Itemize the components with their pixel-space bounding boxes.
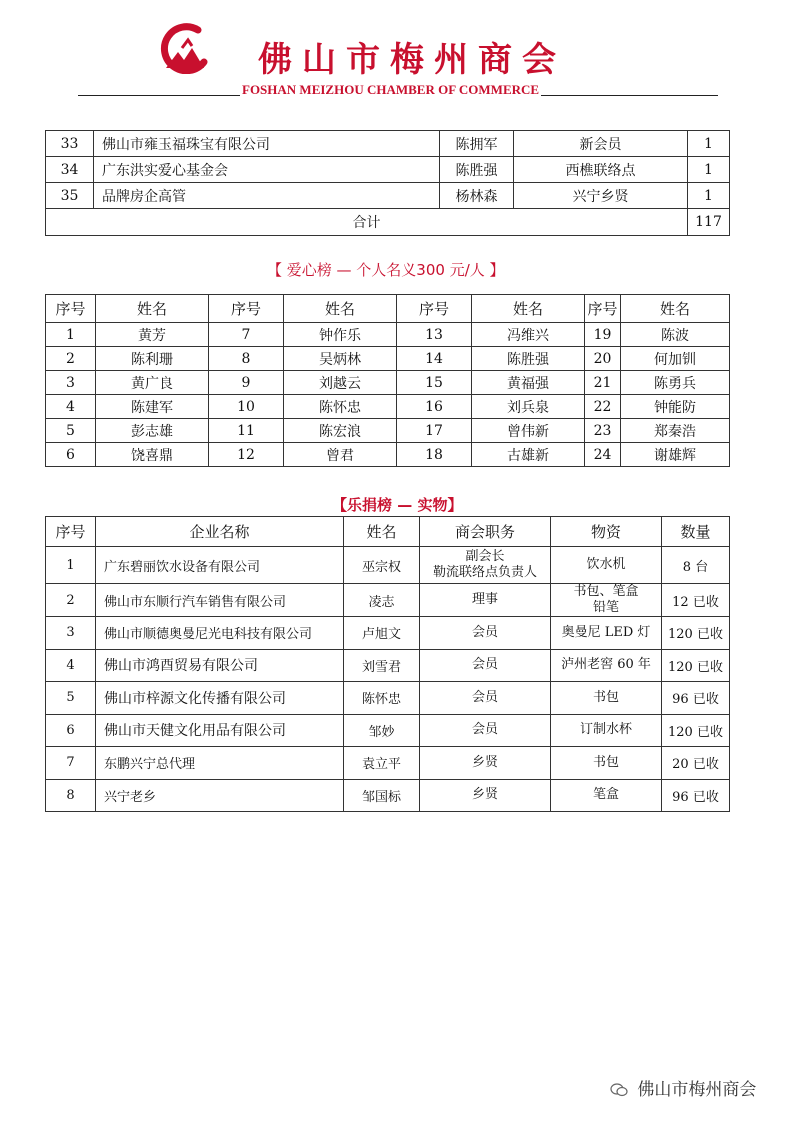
table-header-row [46, 295, 730, 323]
person-name: 巫宗权 [344, 547, 420, 584]
role-line: 会员 [471, 657, 498, 673]
person-name: 冯维兴 [472, 323, 585, 347]
row-number: 24 [585, 443, 621, 467]
donation-count: 1 [688, 131, 730, 157]
donated-item [551, 649, 662, 682]
column-header: 商会职务 [420, 517, 551, 547]
love-list-table [45, 294, 730, 467]
item-quantity: 20 已收 [662, 747, 730, 780]
row-number: 10 [209, 395, 284, 419]
total-row [46, 209, 730, 236]
role-line: 副会长 [465, 549, 505, 564]
table-row [46, 682, 730, 715]
column-header: 姓名 [344, 517, 420, 547]
table-row [46, 395, 730, 419]
row-number: 8 [46, 779, 96, 812]
person-name: 陈怀忠 [344, 682, 420, 715]
column-header: 序号 [397, 295, 472, 323]
column-header: 姓名 [472, 295, 585, 323]
donated-item [551, 547, 662, 584]
person-name: 谢雄辉 [621, 443, 730, 467]
chamber-logo-icon [158, 22, 214, 74]
org-title: 佛山市梅州商会 [258, 40, 566, 80]
chamber-role [420, 747, 551, 780]
wechat-icon [610, 1083, 628, 1097]
donation-count: 1 [688, 183, 730, 209]
member-role: 西樵联络点 [514, 157, 688, 183]
donor-name: 佛山市雍玉福珠宝有限公司 [94, 131, 440, 157]
person-name: 陈波 [621, 323, 730, 347]
total-value: 117 [688, 209, 730, 236]
role-line: 乡贤 [471, 754, 498, 770]
donor-name: 广东洪实爱心基金会 [94, 157, 440, 183]
item-line: 泸州老窖 60 年 [561, 657, 651, 673]
item-quantity: 120 已收 [662, 714, 730, 747]
person-name: 吴炳林 [284, 347, 397, 371]
wechat-watermark [610, 1075, 756, 1100]
table-row [46, 347, 730, 371]
member-role: 兴宁乡贤 [514, 183, 688, 209]
column-header: 姓名 [96, 295, 209, 323]
person-name: 刘兵泉 [472, 395, 585, 419]
person-name: 刘越云 [284, 371, 397, 395]
item-line: 铅笔 [592, 600, 619, 615]
company-name: 东鹏兴宁总代理 [96, 747, 344, 780]
table-row [46, 419, 730, 443]
donated-item [551, 617, 662, 650]
donation-table-continued [45, 130, 730, 236]
row-number: 15 [397, 371, 472, 395]
company-name: 佛山市顺德奥曼尼光电科技有限公司 [96, 617, 344, 650]
row-number: 35 [46, 183, 94, 209]
role-line: 会员 [471, 722, 498, 738]
column-header: 序号 [46, 517, 96, 547]
row-number: 9 [209, 371, 284, 395]
row-number: 19 [585, 323, 621, 347]
contact-person: 杨林森 [440, 183, 514, 209]
chamber-role [420, 779, 551, 812]
row-number: 20 [585, 347, 621, 371]
role-line: 乡贤 [471, 787, 498, 803]
row-number: 2 [46, 347, 96, 371]
item-line: 书包、笔盒 [573, 584, 639, 599]
row-number: 33 [46, 131, 94, 157]
member-role: 新会员 [514, 131, 688, 157]
donated-item [551, 584, 662, 617]
company-name: 广东碧丽饮水设备有限公司 [96, 547, 344, 584]
person-name: 陈宏浪 [284, 419, 397, 443]
person-name: 邹国标 [344, 779, 420, 812]
row-number: 34 [46, 157, 94, 183]
column-header: 序号 [585, 295, 621, 323]
role-line: 理事 [471, 592, 498, 607]
row-number: 5 [46, 682, 96, 715]
person-name: 袁立平 [344, 747, 420, 780]
row-number: 8 [209, 347, 284, 371]
column-header: 姓名 [621, 295, 730, 323]
company-name: 佛山市梓源文化传播有限公司 [96, 682, 344, 715]
company-name: 佛山市鸿酉贸易有限公司 [96, 649, 344, 682]
love-list-title: 【 爱心榜 — 个人名义300 元/人 】 [267, 261, 505, 279]
table-header-row [46, 517, 730, 547]
person-name: 陈勇兵 [621, 371, 730, 395]
person-name: 饶喜鼎 [96, 443, 209, 467]
row-number: 13 [397, 323, 472, 347]
row-number: 21 [585, 371, 621, 395]
donated-item [551, 747, 662, 780]
table-row [46, 157, 730, 183]
donated-item [551, 779, 662, 812]
total-label: 合计 [46, 209, 688, 236]
item-line: 订制水杯 [579, 722, 632, 738]
person-name: 卢旭文 [344, 617, 420, 650]
column-header: 企业名称 [96, 517, 344, 547]
donation-goods-title: 【乐捐榜 — 实物】 [332, 496, 463, 514]
row-number: 22 [585, 395, 621, 419]
item-line: 奥曼尼 LED 灯 [561, 624, 651, 640]
company-name: 佛山市东顺行汽车销售有限公司 [96, 584, 344, 617]
row-number: 1 [46, 547, 96, 584]
person-name: 陈胜强 [472, 347, 585, 371]
row-number: 4 [46, 649, 96, 682]
chamber-role [420, 617, 551, 650]
row-number: 6 [46, 443, 96, 467]
row-number: 1 [46, 323, 96, 347]
item-line: 书包 [592, 689, 619, 705]
person-name: 黄福强 [472, 371, 585, 395]
person-name: 郑秦浩 [621, 419, 730, 443]
person-name: 陈建军 [96, 395, 209, 419]
column-header: 姓名 [284, 295, 397, 323]
table-row [46, 371, 730, 395]
item-quantity: 120 已收 [662, 617, 730, 650]
column-header: 数量 [662, 517, 730, 547]
person-name: 彭志雄 [96, 419, 209, 443]
row-number: 16 [397, 395, 472, 419]
role-line: 会员 [471, 689, 498, 705]
item-line: 笔盒 [592, 787, 619, 803]
row-number: 4 [46, 395, 96, 419]
row-number: 3 [46, 617, 96, 650]
person-name: 凌志 [344, 584, 420, 617]
row-number: 7 [46, 747, 96, 780]
contact-person: 陈胜强 [440, 157, 514, 183]
letterhead [0, 0, 793, 100]
person-name: 刘雪君 [344, 649, 420, 682]
role-line: 会员 [471, 624, 498, 640]
item-quantity: 8 台 [662, 547, 730, 584]
table-row [46, 649, 730, 682]
row-number: 6 [46, 714, 96, 747]
table-row [46, 443, 730, 467]
table-row [46, 617, 730, 650]
org-subtitle: FOSHAN MEIZHOU CHAMBER OF COMMERCE [242, 82, 540, 97]
table-row [46, 131, 730, 157]
table-row [46, 779, 730, 812]
row-number: 7 [209, 323, 284, 347]
table-row [46, 714, 730, 747]
item-quantity: 120 已收 [662, 649, 730, 682]
row-number: 5 [46, 419, 96, 443]
donation-count: 1 [688, 157, 730, 183]
row-number: 23 [585, 419, 621, 443]
item-quantity: 12 已收 [662, 584, 730, 617]
person-name: 黄广良 [96, 371, 209, 395]
person-name: 钟作乐 [284, 323, 397, 347]
item-line: 书包 [592, 754, 619, 770]
person-name: 曾伟新 [472, 419, 585, 443]
column-header: 序号 [209, 295, 284, 323]
person-name: 陈怀忠 [284, 395, 397, 419]
table-row [46, 547, 730, 584]
chamber-role [420, 649, 551, 682]
contact-person: 陈拥军 [440, 131, 514, 157]
person-name: 古雄新 [472, 443, 585, 467]
row-number: 12 [209, 443, 284, 467]
table-row [46, 323, 730, 347]
row-number: 18 [397, 443, 472, 467]
row-number: 11 [209, 419, 284, 443]
role-line: 勒流联络点负责人 [432, 565, 537, 580]
company-name: 佛山市天健文化用品有限公司 [96, 714, 344, 747]
person-name: 曾君 [284, 443, 397, 467]
table-row [46, 584, 730, 617]
donation-goods-table [45, 516, 730, 812]
table-row [46, 747, 730, 780]
company-name: 兴宁老乡 [96, 779, 344, 812]
item-quantity: 96 已收 [662, 779, 730, 812]
column-header: 物资 [551, 517, 662, 547]
person-name: 钟能防 [621, 395, 730, 419]
row-number: 14 [397, 347, 472, 371]
item-quantity: 96 已收 [662, 682, 730, 715]
column-header: 序号 [46, 295, 96, 323]
item-line: 饮水机 [586, 557, 626, 572]
row-number: 2 [46, 584, 96, 617]
chamber-role [420, 714, 551, 747]
chamber-role [420, 547, 551, 584]
person-name: 何加钏 [621, 347, 730, 371]
person-name: 陈利珊 [96, 347, 209, 371]
watermark-text: 佛山市梅州商会 [637, 1080, 757, 1100]
person-name: 黄芳 [96, 323, 209, 347]
chamber-role [420, 584, 551, 617]
row-number: 3 [46, 371, 96, 395]
person-name: 邹妙 [344, 714, 420, 747]
chamber-role [420, 682, 551, 715]
donated-item [551, 714, 662, 747]
donor-name: 品牌房企高管 [94, 183, 440, 209]
donated-item [551, 682, 662, 715]
row-number: 17 [397, 419, 472, 443]
table-row [46, 183, 730, 209]
